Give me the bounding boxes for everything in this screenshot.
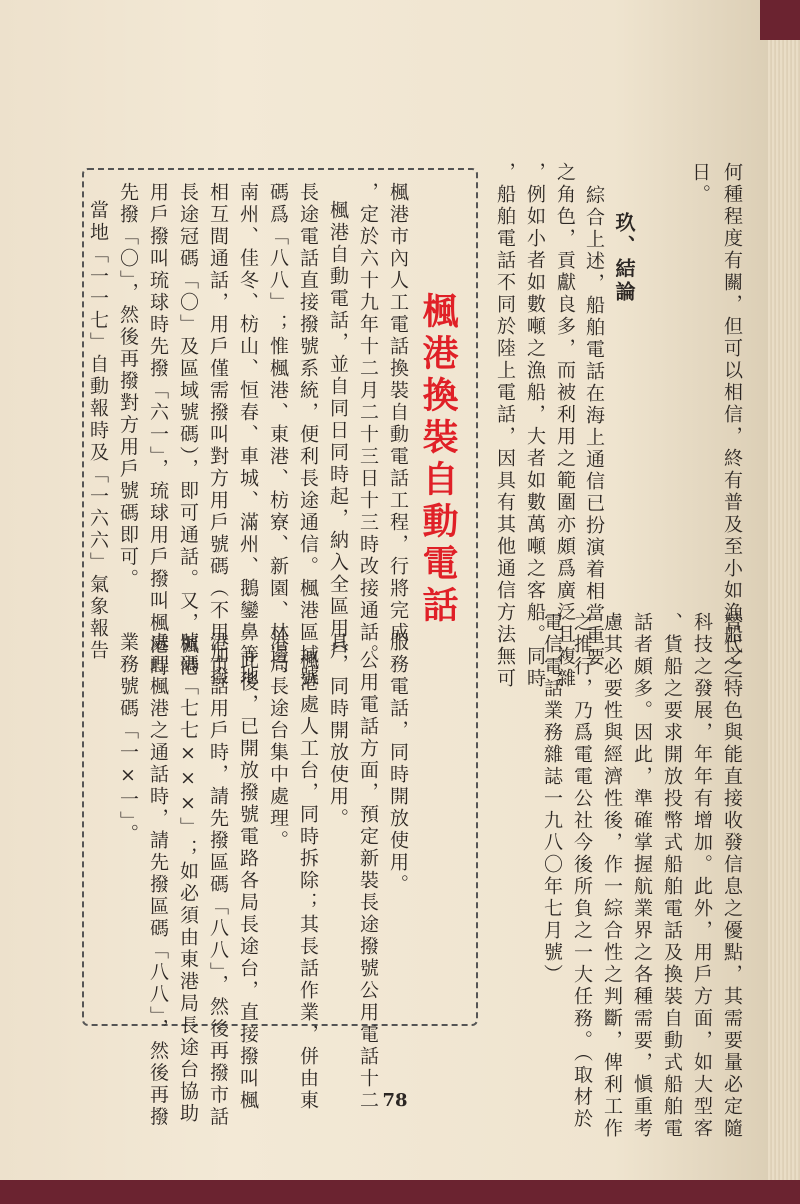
notice-upper-col-6: 南州、佳冬、枋山、恒春、車城、滿州、鵝鑾鼻等地 bbox=[237, 182, 259, 688]
notice-upper-col-4: 長途電話直接撥號系統，便利長途通信。楓港區域號 bbox=[297, 182, 319, 688]
article-top-col-5: 綜合上述，船舶電話在海上通信已扮演着相當重要 bbox=[583, 185, 605, 669]
article-bottom-col-3: 、貨船之要求開放投幣式船舶電話及換裝自動式船舶電 bbox=[661, 612, 683, 1140]
notice-lower-col-5: 港局長途台集中處理。 bbox=[267, 632, 289, 852]
notice-upper-col-7: 相互間通話，用戶僅需撥叫對方用戶號碼（不用加撥 bbox=[207, 182, 229, 688]
notice-upper-col-9: 用戶撥叫琉球時先撥「六一」，琉球用戶撥叫楓港時 bbox=[147, 182, 169, 679]
notice-upper-col-1: 楓港市內人工電話換裝自動電話工程，行將完成 bbox=[387, 182, 409, 644]
notice-lower-col-7: 港市話用戶時，請先撥區碼「八八」，然後再撥市話 bbox=[207, 632, 229, 1129]
notice-upper-col-3: 楓港自動電話，並自同日同時起，納入全區用戶 bbox=[327, 200, 349, 662]
notice-lower-col-6: 此後，已開放撥號電路各局長途台，直接撥叫楓 bbox=[237, 650, 259, 1112]
book-cover-corner bbox=[760, 0, 800, 40]
article-bottom-col-7: 電信電話業務雜誌一九八〇年七月號） bbox=[541, 612, 563, 986]
notice-title: 楓港換裝自動電話 bbox=[417, 292, 459, 628]
notice-lower-col-4: 楓港處人工台，同時拆除；其長話作業，併由東 bbox=[297, 650, 319, 1112]
book-cover-bottom bbox=[0, 1180, 800, 1204]
notice-upper-col-8: 長途冠碼「〇」及區域號碼），即可通話。又，楓港 bbox=[177, 182, 199, 679]
article-bottom-col-4: 話者頗多。因此，準確掌握航業界之各種需要，愼重考 bbox=[631, 612, 653, 1140]
article-bottom-col-1: 替代之特色與能直接收發信息之優點，其需要量必定隨 bbox=[721, 612, 743, 1140]
page-number: 78 bbox=[382, 1090, 408, 1111]
article-bottom-col-6: 之推行，乃爲電電公社今後所負之一大任務。（取材於 bbox=[571, 612, 593, 1131]
notice-lower-col-9: 處理楓港之通話時，請先撥區碼「八八」，然後再撥 bbox=[147, 632, 169, 1129]
notice-upper-col-10: 先撥「〇」，然後再撥對方用戶號碼即可。 bbox=[117, 182, 139, 591]
article-top-col-6: 之角色，貢獻良多，而被利用之範圍亦頗爲廣泛且複雜 bbox=[554, 162, 576, 690]
notice-lower-col-10: 業務號碼「一×一」。 bbox=[117, 632, 139, 846]
notice-lower-col-8: 號碼「七七×××」；如必須由東港局長途台協助 bbox=[177, 632, 199, 1125]
notice-upper-col-2: ，定於六十九年十二月二十三日十三時改接通話。 bbox=[357, 182, 379, 666]
notice-upper-col-5: 碼爲「八八」；惟楓港、東港、枋寮、新園、林邊、 bbox=[267, 182, 289, 688]
page-edges bbox=[768, 40, 800, 1204]
article-bottom-col-2: 科技之發展，年年有增加。此外，用戶方面，如大型客 bbox=[691, 612, 713, 1140]
article-top-col-1: 何種程度有關，但可以相信，終有普及至小如漁船之一 bbox=[721, 162, 743, 690]
notice-lower-col-2: 公用電話方面，預定新裝長途撥號公用電話十二 bbox=[357, 650, 379, 1112]
notice-upper-col-11: 當地「一一七」自動報時及「一六六」氣象報告 bbox=[87, 200, 109, 662]
section-heading-conclusion: 玖、結論 bbox=[612, 212, 636, 304]
article-bottom-col-5: 慮其必要性與經濟性後，作一綜合性之判斷，俾利工作 bbox=[601, 612, 623, 1140]
article-top-col-8: ，船舶電話不同於陸上電話，因具有其他通信方法無可 bbox=[494, 162, 516, 690]
notice-lower-col-3: 具，同時開放使用。 bbox=[327, 632, 349, 830]
article-top-col-7: ，例如小者如數噸之漁船，大者如數萬噸之客船。同時 bbox=[524, 162, 546, 690]
article-top-col-2: 日。 bbox=[689, 162, 711, 206]
notice-lower-col-1: 服務電話，同時開放使用。 bbox=[387, 632, 409, 896]
